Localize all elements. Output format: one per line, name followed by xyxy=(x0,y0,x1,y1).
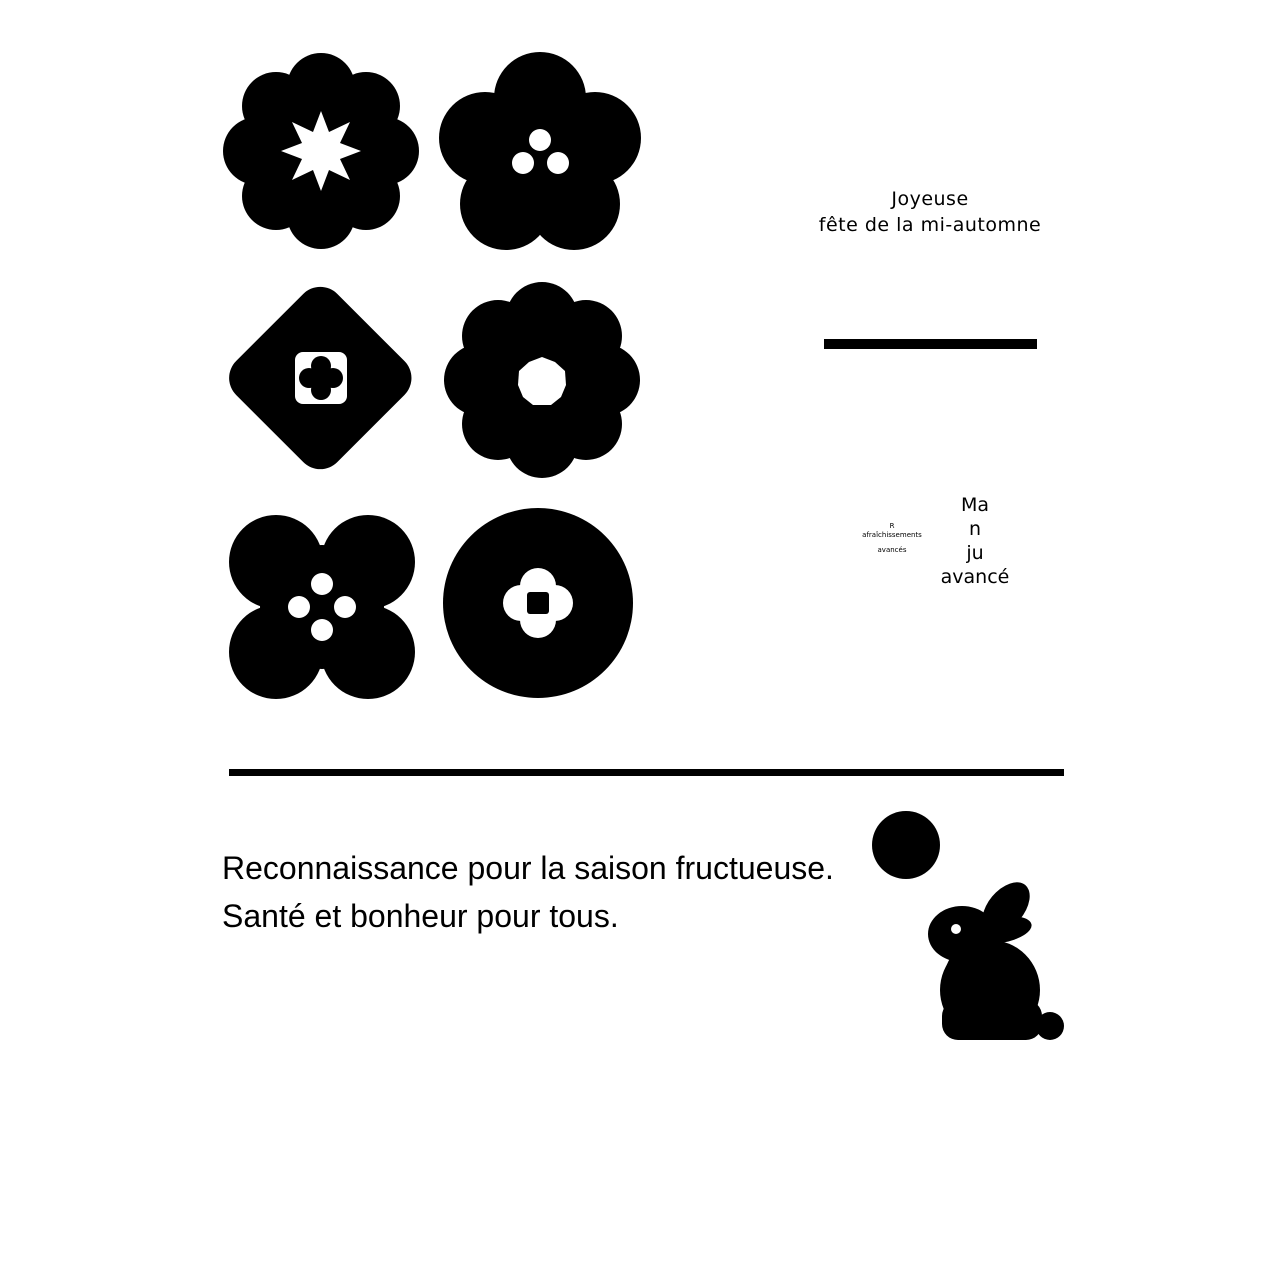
four-petal-dots-icon xyxy=(229,515,415,699)
greeting-line-2: fête de la mi-automne xyxy=(818,214,1042,236)
small-caption-line-3: avancés xyxy=(877,546,907,554)
message-text xyxy=(222,844,962,940)
greeting-title xyxy=(790,186,1070,238)
flower-star-icon xyxy=(223,53,419,249)
diamond-quatrefoil-icon xyxy=(219,277,421,479)
long-divider xyxy=(229,769,1064,776)
short-divider xyxy=(824,339,1037,349)
scalloped-ring-icon xyxy=(444,282,640,478)
message-line-2: Santé et bonheur pour tous. xyxy=(222,898,619,934)
stacked-caption-line-1: Ma xyxy=(960,494,990,516)
stacked-caption-line-3: ju xyxy=(966,542,984,564)
round-mooncake-icon xyxy=(443,508,633,698)
small-caption-line-1: R xyxy=(889,522,895,530)
stacked-caption xyxy=(930,493,1020,589)
small-caption xyxy=(848,522,936,555)
stacked-caption-line-2: n xyxy=(968,518,982,540)
stacked-caption-line-4: avancé xyxy=(940,566,1010,588)
small-caption-line-2: afraîchissements xyxy=(862,531,922,539)
plum-blossom-icon xyxy=(439,52,641,250)
greeting-line-1: Joyeuse xyxy=(891,188,969,210)
message-line-1: Reconnaissance pour la saison fructueuse. xyxy=(222,850,834,886)
